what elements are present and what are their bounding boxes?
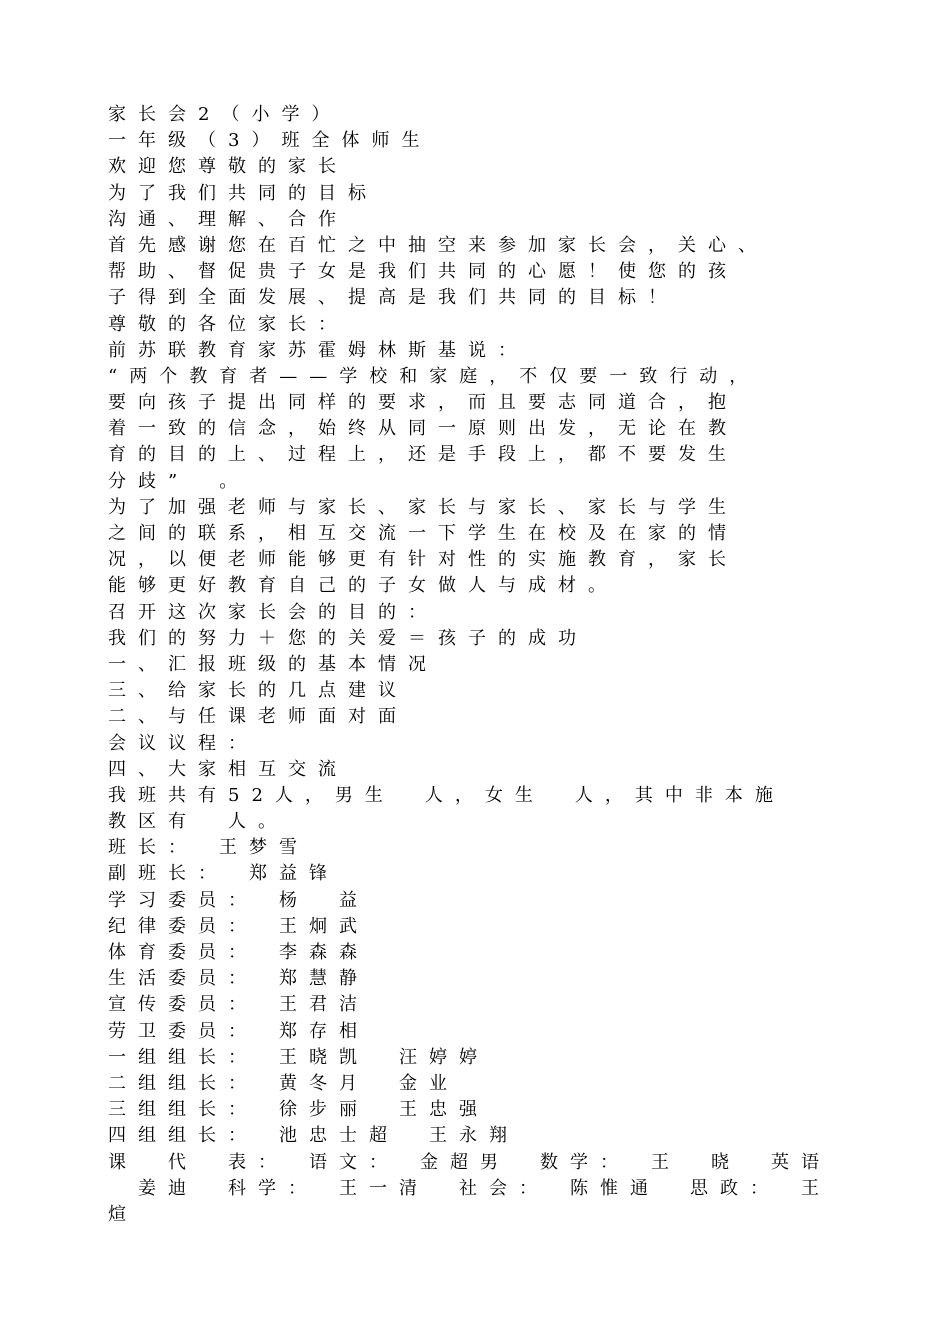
text-line: 二、与任课老师面对面 [108, 706, 408, 728]
text-line: 劳卫委员： 郑存相 [108, 1020, 369, 1042]
text-line: 班长： 王梦雪 [108, 837, 309, 859]
text-line: 召开这次家长会的目的： [108, 601, 438, 623]
text-line: 体育委员： 李森森 [108, 942, 369, 963]
text-line: 能够更好教育自己的子女做人与成材。 [108, 575, 618, 597]
text-line: 三、给家长的几点建议 [108, 680, 408, 702]
text-line: 着一致的信念，始终从同一原则出发，无论在教 [108, 418, 738, 440]
text-line: 前苏联教育家苏霍姆林斯基说： [108, 339, 528, 361]
text-line: 为了我们共同的目标 [108, 182, 378, 204]
text-line: 二组组长： 黄冬月 金业 [108, 1072, 459, 1094]
text-line: 会议议程： [108, 732, 258, 754]
title-line: 家长会2（小学） [108, 104, 342, 125]
text-line: 欢迎您尊敬的家长 [108, 156, 348, 178]
text-line: 帮助、督促贵子女是我们共同的心愿！使您的孩 [108, 261, 738, 283]
text-line: 我班共有52人，男生 人，女生 人，其中非本施 [108, 784, 785, 806]
text-line: 煊 [108, 1203, 138, 1225]
text-line: 学习委员： 杨 益 [108, 889, 369, 911]
text-line: 四、大家相互交流 [108, 758, 348, 780]
text-line: 分歧” 。 [108, 470, 250, 492]
text-line: 我们的努力＋您的关爱＝孩子的成功 [108, 627, 588, 649]
text-line: 纪律委员： 王炯武 [108, 915, 369, 937]
text-line: “两个教育者——学校和家庭，不仅要一致行动， [108, 365, 760, 387]
text-line: 育的目的上、过程上，还是手段上，都不要发生 [108, 444, 738, 466]
text-line: 四组组长： 池忠士超 王永翔 [108, 1125, 519, 1147]
text-line: 子得到全面发展、提高是我们共同的目标！ [108, 287, 678, 309]
text-line: 之间的联系，相互交流一下学生在校及在家的情 [108, 523, 738, 544]
text-line: 首先感谢您在百忙之中抽空来参加家长会，关心、 [108, 234, 768, 256]
text-line: 宣传委员： 王君洁 [108, 994, 369, 1016]
text-line: 课 代 表： 语文： 金超男 数学： 王 晓 英语 [108, 1151, 831, 1173]
text-line: 沟通、理解、合作 [108, 208, 348, 230]
document-body [108, 102, 868, 1228]
text-line: 生活委员： 郑慧静 [108, 968, 369, 990]
text-line: 一年级（3）班全体师生 [108, 130, 432, 152]
text-line: 姜迪 科学： 王一清 社会： 陈惟通 思政： 王 [108, 1177, 831, 1199]
text-line: 三组组长： 徐步丽 王忠强 [108, 1099, 489, 1121]
text-line: 一组组长： 王晓凯 汪婷婷 [108, 1046, 489, 1068]
text-line: 尊敬的各位家长： [108, 313, 348, 335]
text-line: 况，以便老师能够更有针对性的实施教育，家长 [108, 549, 738, 571]
text-line: 为了加强老师与家长、家长与家长、家长与学生 [108, 496, 738, 518]
text-line: 副班长： 郑益锋 [108, 863, 339, 885]
text-line: 一、汇报班级的基本情况 [108, 653, 438, 675]
text-line: 要向孩子提出同样的要求，而且要志同道合，抱 [108, 392, 738, 414]
text-line: 教区有 人。 [108, 811, 288, 833]
